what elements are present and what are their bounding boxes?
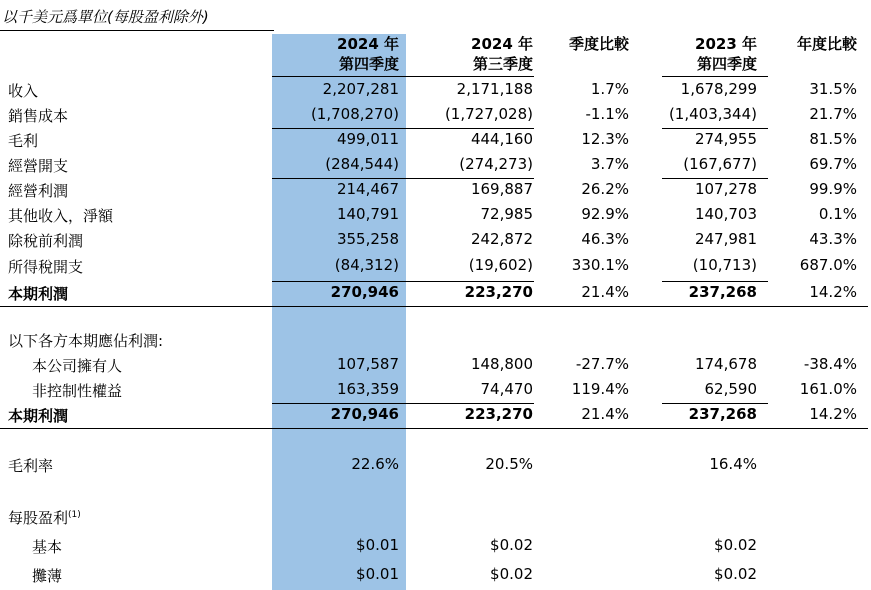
cell-q4-2024: 499,011 [336, 130, 399, 148]
cell-yoy-change: 687.0% [799, 256, 857, 274]
cell-yoy-change: 0.1% [818, 205, 857, 223]
cell-q4-2024: 270,946 [330, 405, 399, 423]
cell-q4-2024: 140,791 [336, 205, 399, 223]
cell-q3-2024: 2,171,188 [456, 80, 533, 98]
cell-qoq-change: 46.3% [581, 230, 629, 248]
cell-q4-2023: (167,677) [683, 155, 757, 173]
cell-qoq-change: -1.1% [585, 105, 629, 123]
cell-yoy-change: 31.5% [809, 80, 857, 98]
cell-q4-2024: 270,946 [330, 283, 399, 301]
total-separator [0, 428, 868, 429]
cell-q4-2023: 1,678,299 [680, 80, 757, 98]
cell-yoy-change: 161.0% [799, 380, 857, 398]
subtotal-line [272, 128, 406, 129]
column-header-line2: 第三季度 [472, 55, 533, 73]
header-underline [272, 76, 406, 77]
cell-qoq-change: 21.4% [581, 405, 629, 423]
row-label [8, 80, 38, 101]
column-header-line1: 年度比較 [796, 35, 857, 53]
column-header-line1: 季度比較 [568, 35, 629, 53]
subtotal-line [272, 403, 406, 404]
subtotal-line [662, 128, 768, 129]
cell-q4-2024: 355,258 [336, 230, 399, 248]
column-header-yoy-change [797, 34, 857, 54]
column-header-line1: 2024 年 [471, 35, 533, 53]
header-underline [662, 76, 768, 77]
cell-q4-2024: 22.6% [351, 455, 399, 473]
row-label [32, 355, 122, 376]
cell-q4-2024: 2,207,281 [322, 80, 399, 98]
row-label [8, 283, 68, 304]
cell-q4-2024: $0.01 [356, 565, 399, 583]
column-header-line1: 2024 年 [337, 35, 399, 53]
row-label-text: 以下各方本期應佔利潤: [8, 332, 164, 350]
cell-q3-2024: 169,887 [470, 180, 533, 198]
row-label-text: 攤薄 [32, 567, 63, 585]
row-label-text: 本公司擁有人 [32, 357, 123, 375]
cell-q4-2023: 247,981 [694, 230, 757, 248]
row-label [8, 256, 83, 277]
row-label-text: 銷售成本 [8, 107, 69, 125]
table-caption: 以千美元爲單位(每股盈利除外) [2, 8, 209, 26]
row-label-text: 基本 [32, 538, 63, 556]
cell-q4-2023: 237,268 [688, 283, 757, 301]
cell-yoy-change: 99.9% [809, 180, 857, 198]
cell-q4-2023: $0.02 [714, 536, 757, 554]
row-label [8, 330, 163, 351]
column-header-line2: 第四季度 [696, 55, 757, 73]
row-label-text: 非控制性權益 [32, 382, 123, 400]
cell-qoq-change: -27.7% [575, 355, 629, 373]
cell-qoq-change: 3.7% [590, 155, 629, 173]
cell-q3-2024: $0.02 [490, 536, 533, 554]
cell-q3-2024: 242,872 [470, 230, 533, 248]
row-label-text: 其他收入，淨額 [8, 207, 114, 225]
subtotal-line [662, 403, 768, 404]
subtotal-line [406, 128, 534, 129]
row-label-text: 毛利 [8, 132, 39, 150]
caption-underline [0, 30, 274, 31]
column-header-line1: 2023 年 [695, 35, 757, 53]
cell-yoy-change: 69.7% [809, 155, 857, 173]
row-label [8, 455, 53, 476]
cell-qoq-change: 330.1% [571, 256, 629, 274]
cell-q4-2024: 214,467 [336, 180, 399, 198]
cell-q4-2024: (284,544) [325, 155, 399, 173]
cell-yoy-change: 81.5% [809, 130, 857, 148]
subtotal-line [662, 281, 768, 282]
cell-q3-2024: (1,727,028) [444, 105, 533, 123]
subtotal-line [406, 281, 534, 282]
cell-q3-2024: (274,273) [459, 155, 533, 173]
cell-q3-2024: (19,602) [468, 256, 533, 274]
cell-q4-2023: 62,590 [704, 380, 757, 398]
cell-q4-2024: $0.01 [356, 536, 399, 554]
cell-qoq-change: 119.4% [571, 380, 629, 398]
cell-qoq-change: 12.3% [581, 130, 629, 148]
row-label-text: 本期利潤 [8, 285, 69, 303]
cell-q4-2023: 237,268 [688, 405, 757, 423]
cell-yoy-change: 14.2% [809, 283, 857, 301]
cell-q4-2024: (84,312) [334, 256, 399, 274]
row-label-text: 除稅前利潤 [8, 232, 84, 250]
row-label-text: 收入 [8, 82, 39, 100]
cell-qoq-change: 1.7% [590, 80, 629, 98]
header-underline [406, 76, 534, 77]
column-header-q4-2023 [695, 34, 757, 74]
row-label-text: 每股盈利 [8, 509, 69, 527]
row-label [32, 380, 122, 401]
cell-yoy-change: 21.7% [809, 105, 857, 123]
cell-yoy-change: 14.2% [809, 405, 857, 423]
cell-q3-2024: 74,470 [480, 380, 533, 398]
row-label [8, 230, 83, 251]
cell-q4-2024: 107,587 [336, 355, 399, 373]
cell-q4-2024: 163,359 [336, 380, 399, 398]
row-label [8, 105, 68, 126]
subtotal-line [272, 281, 406, 282]
row-label [8, 130, 38, 151]
row-label [8, 155, 68, 176]
row-label-text: 經營開支 [8, 157, 69, 175]
subtotal-line [406, 178, 534, 179]
cell-q3-2024: 444,160 [470, 130, 533, 148]
subtotal-line [272, 178, 406, 179]
cell-q4-2023: 140,703 [694, 205, 757, 223]
column-header-q4-2024 [337, 34, 399, 74]
cell-qoq-change: 21.4% [581, 283, 629, 301]
cell-q4-2024: (1,708,270) [310, 105, 399, 123]
row-label-text: 經營利潤 [8, 182, 69, 200]
cell-q3-2024: 72,985 [480, 205, 533, 223]
subtotal-line [406, 403, 534, 404]
row-label [8, 205, 113, 226]
cell-qoq-change: 92.9% [581, 205, 629, 223]
subtotal-line [662, 178, 768, 179]
total-separator [0, 306, 868, 307]
row-label [32, 536, 62, 557]
cell-q3-2024: $0.02 [490, 565, 533, 583]
column-header-q3-2024 [471, 34, 533, 74]
cell-q4-2023: 16.4% [709, 455, 757, 473]
cell-yoy-change: 43.3% [809, 230, 857, 248]
row-label [8, 180, 68, 201]
cell-q4-2023: (10,713) [692, 256, 757, 274]
cell-q3-2024: 223,270 [464, 283, 533, 301]
cell-q3-2024: 223,270 [464, 405, 533, 423]
cell-q4-2023: $0.02 [714, 565, 757, 583]
cell-yoy-change: -38.4% [803, 355, 857, 373]
footnote-marker: (1) [68, 510, 81, 520]
row-label [8, 405, 68, 426]
cell-q4-2023: 174,678 [694, 355, 757, 373]
column-header-line2: 第四季度 [338, 55, 399, 73]
cell-q4-2023: 107,278 [694, 180, 757, 198]
cell-q4-2023: 274,955 [694, 130, 757, 148]
row-label [32, 565, 62, 586]
row-label-text: 毛利率 [8, 457, 54, 475]
cell-q3-2024: 148,800 [470, 355, 533, 373]
cell-q3-2024: 20.5% [485, 455, 533, 473]
row-label [8, 507, 81, 528]
cell-q4-2023: (1,403,344) [668, 105, 757, 123]
row-label-text: 本期利潤 [8, 407, 69, 425]
column-header-qoq-change [569, 34, 629, 54]
row-label-text: 所得稅開支 [8, 258, 84, 276]
cell-qoq-change: 26.2% [581, 180, 629, 198]
